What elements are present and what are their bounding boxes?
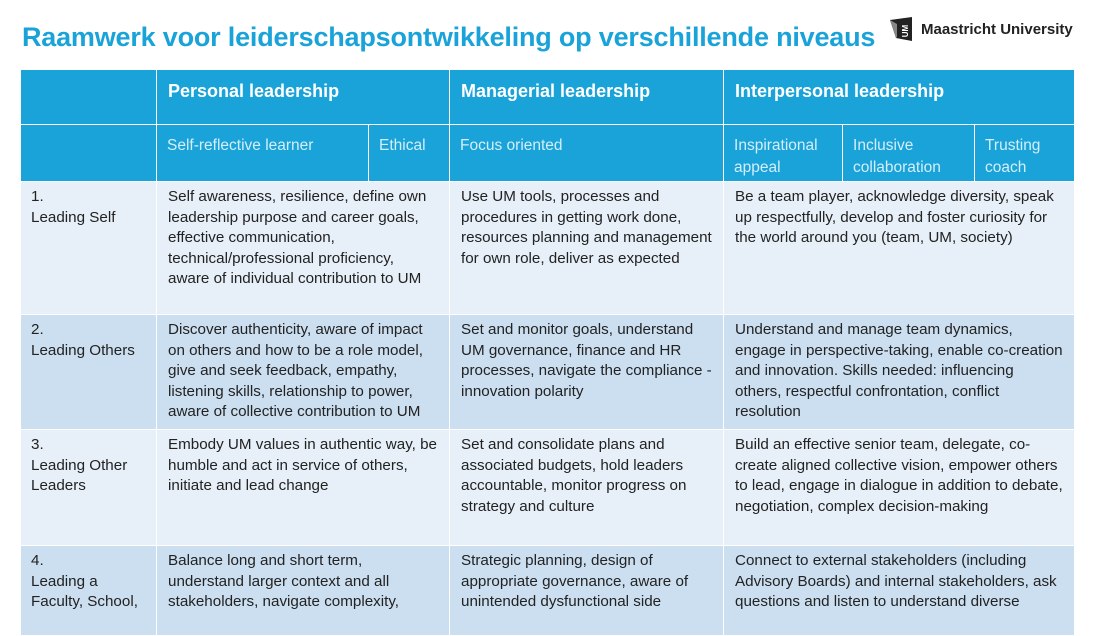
- svg-text:UM: UM: [901, 24, 910, 38]
- subheader-inspirational-appeal: Inspirational appeal: [724, 125, 843, 182]
- personal-cell: Self awareness, resilience, define own leadership purpose and career goals, effective communication, technical/professional proficiency, aware of individual contribution to UM: [157, 182, 450, 315]
- table-row: [21, 182, 1075, 315]
- interpersonal-cell: Connect to external stakeholders (including Advisory Boards) and internal stakeholders, ask questions and listen to understand diverse: [724, 546, 1075, 636]
- personal-cell: Discover authenticity, aware of impact on others and how to be a role model, give and seek feedback, empathy, listening skills, relationship to power, aware of collective contribution to UM: [157, 315, 450, 430]
- header-interpersonal-leadership: Interpersonal leadership: [724, 70, 1075, 125]
- um-logo-icon: [888, 15, 914, 43]
- table-row: [21, 430, 1075, 546]
- personal-cell: Balance long and short term, understand larger context and all stakeholders, navigate complexity,: [157, 546, 450, 636]
- personal-cell: Embody UM values in authentic way, be humble and act in service of others, initiate and lead change: [157, 430, 450, 546]
- managerial-cell: Strategic planning, design of appropriate governance, aware of unintended dysfunctional side: [450, 546, 724, 636]
- page-title: Raamwerk voor leiderschapsontwikkeling op verschillende niveaus: [22, 22, 876, 52]
- level-cell: 1. Leading Self: [21, 182, 157, 315]
- level-cell: 3. Leading Other Leaders: [21, 430, 157, 546]
- level-cell: 2. Leading Others: [21, 315, 157, 430]
- subheader-ethical: Ethical: [369, 125, 450, 182]
- interpersonal-cell: Be a team player, acknowledge diversity, speak up respectfully, develop and foster curiosity for the world around you (team, UM, society): [724, 182, 1075, 315]
- table-row: [21, 546, 1075, 636]
- subheader-row: [21, 125, 1075, 182]
- subheader-inclusive-collaboration: Inclusive collaboration: [843, 125, 975, 182]
- interpersonal-cell: Understand and manage team dynamics, engage in perspective-taking, enable co-creation and innovation. Skills needed: influencing others, respectful confrontation, conflict resolution: [724, 315, 1075, 430]
- subheader-trusting-coach: Trusting coach: [975, 125, 1075, 182]
- subheader-corner: [21, 125, 157, 182]
- header-corner: [21, 70, 157, 125]
- managerial-cell: Use UM tools, processes and procedures in getting work done, resources planning and management for own role, deliver as expected: [450, 182, 724, 315]
- header-managerial-leadership: Managerial leadership: [450, 70, 724, 125]
- table-row: [21, 315, 1075, 430]
- interpersonal-cell: Build an effective senior team, delegate, co-create aligned collective vision, empower others to lead, engage in dialogue in addition to debate, negotiation, complex decision-making: [724, 430, 1075, 546]
- level-cell: 4. Leading a Faculty, School,: [21, 546, 157, 636]
- leadership-framework-table: [20, 69, 1075, 636]
- logo-text: Maastricht University: [921, 20, 1073, 38]
- subheader-focus-oriented: Focus oriented: [450, 125, 724, 182]
- header-row: [21, 70, 1075, 125]
- managerial-cell: Set and monitor goals, understand UM governance, finance and HR processes, navigate the compliance - innovation polarity: [450, 315, 724, 430]
- managerial-cell: Set and consolidate plans and associated budgets, hold leaders accountable, monitor progress on strategy and culture: [450, 430, 724, 546]
- subheader-self-reflective-learner: Self-reflective learner: [157, 125, 369, 182]
- university-logo: [888, 15, 1073, 43]
- header-personal-leadership: Personal leadership: [157, 70, 450, 125]
